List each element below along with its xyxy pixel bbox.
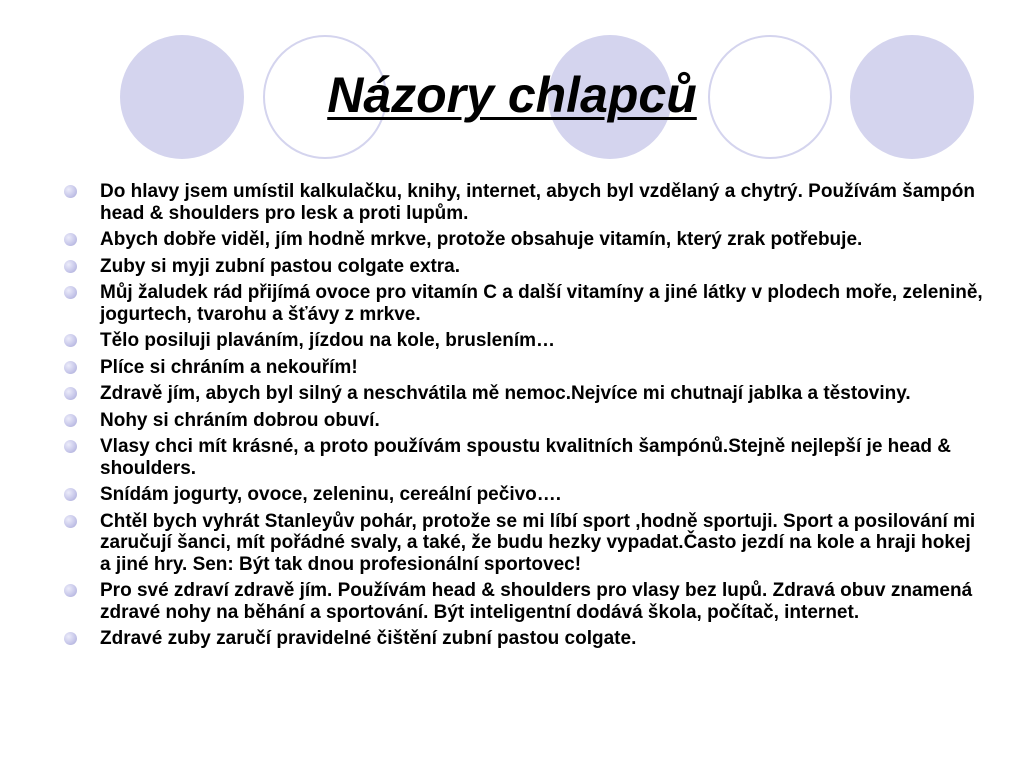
list-item-text: Nohy si chráním dobrou obuví. [100, 409, 380, 431]
bullet-icon [64, 632, 77, 645]
bullet-icon [64, 515, 77, 528]
list-item-text: Můj žaludek rád přijímá ovoce pro vitamín C a další vitamíny a jiné látky v plodech moře, zelenině, jogurtech, tvarohu a šťávy z mrkve. [100, 282, 983, 325]
list-item [64, 256, 984, 278]
bullet-icon [64, 260, 77, 273]
list-item [64, 357, 984, 379]
list-item [64, 484, 984, 506]
list-item-text: Chtěl bych vyhrát Stanleyův pohár, protože se mi líbí sport ,hodně sportuji. Sport a posilování mi zaručují šanci, mít pořádné svaly, a také, že budu hezky vypadat.Často jezdí na kole a hraji hokej a jiné hry. Sen: Být tak dnou profesionální sportovec! [100, 510, 976, 575]
list-item [64, 282, 984, 325]
bullet-icon [64, 361, 77, 374]
bullet-icon [64, 286, 77, 299]
list-item [64, 383, 984, 405]
bullet-list [64, 181, 984, 655]
list-item-text: Zuby si myji zubní pastou colgate extra. [100, 255, 461, 277]
list-item-text: Snídám jogurty, ovoce, zeleninu, cereální pečivo…. [100, 484, 562, 505]
bullet-icon [64, 488, 77, 501]
slide-title: Názory chlapců [327, 67, 697, 123]
bullet-icon [64, 233, 77, 246]
list-item-text: Zdravě jím, abych byl silný a neschvátila mě nemoc.Nejvíce mi chutnají jablka a těstoviny. [100, 383, 911, 404]
bullet-icon [64, 387, 77, 400]
list-item-text: Abych dobře viděl, jím hodně mrkve, protože obsahuje vitamín, který zrak potřebuje. [100, 229, 863, 250]
list-item-text: Vlasy chci mít krásné, a proto používám spoustu kvalitních šampónů.Stejně nejlepší je head & shoulders. [100, 436, 952, 479]
list-item [64, 229, 984, 251]
bullet-icon [64, 185, 77, 198]
list-item [64, 511, 984, 576]
bullet-icon [64, 334, 77, 347]
list-item [64, 580, 984, 623]
list-item [64, 436, 984, 479]
list-item-text: Tělo posiluji plaváním, jízdou na kole, bruslením… [100, 330, 556, 351]
list-item [64, 330, 984, 352]
bullet-icon [64, 584, 77, 597]
list-item [64, 410, 984, 432]
list-item [64, 181, 984, 224]
list-item-text: Zdravé zuby zaručí pravidelné čištění zubní pastou colgate. [100, 628, 637, 649]
list-item-text: Plíce si chráním a nekouřím! [100, 356, 358, 378]
bullet-icon [64, 440, 77, 453]
list-item [64, 628, 984, 650]
list-item-text: Do hlavy jsem umístil kalkulačku, knihy, internet, abych byl vzdělaný a chytrý. Používám šampón head & shoulders pro lesk a proti lupům. [100, 181, 976, 224]
list-item-text: Pro své zdraví zdravě jím. Používám head & shoulders pro vlasy bez lupů. Zdravá obuv znamená zdravé nohy na běhání a sportování. Být inteligentní dodává škola, počítač, internet. [100, 580, 973, 623]
bullet-icon [64, 414, 77, 427]
